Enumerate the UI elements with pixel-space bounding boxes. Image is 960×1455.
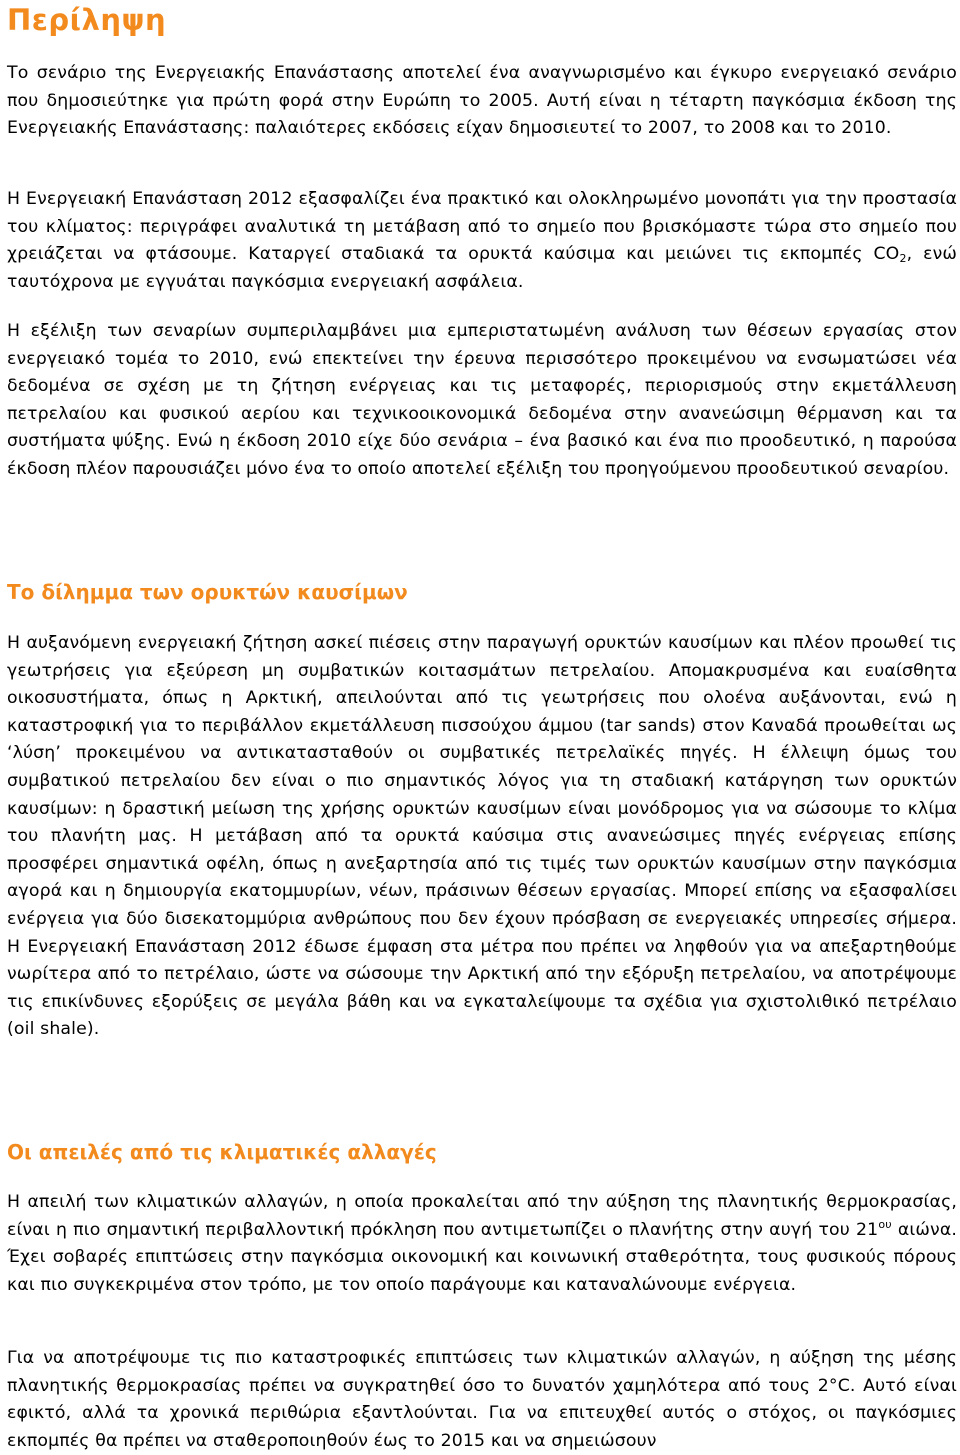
summary-paragraph-2 [7,186,957,296]
climate-paragraph-1-text-a: Η απειλή των κλιματικών αλλαγών, η οποία προκαλείται από την αύξηση της πλανητικής θερμοκρασίας, είναι η πιο σημαντική περιβαλλοντική πρόκληση που αντιμετωπίζει ο πλανήτης στην αυγή του 21 [7,1192,957,1240]
climate-paragraph-1-text-b: αιώνα. Έχει σοβαρές επιπτώσεις στην παγκόσμια οικονομική και κοινωνική σταθερότητα, τους φυσικούς πόρους και πιο συγκεκριμένα στον τρόπο, με τον οποίο παράγουμε και καταναλώνουμε ενέργεια. [7,1219,958,1295]
page-title: Περίληψη [7,3,167,37]
century-superscript: ου [878,1217,892,1231]
summary-paragraph-2-text-b: , ενώ ταυτόχρονα με εγγυάται παγκόσμια ενεργειακή ασφάλεια. [7,244,958,292]
summary-paragraph-2-text-a: Η Ενεργειακή Επανάσταση 2012 εξασφαλίζει ένα πρακτικό και ολοκληρωμένο μονοπάτι για την προστασία του κλίματος: περιγράφει αναλυτικά τη μετάβαση από το σημείο που βρισκόμαστε τώρα στο σημείο που χρειάζεται να φτάσουμε. Καταργεί σταδιακά τα ορυκτά καύσιμα και μειώνει τις εκπομπές CO [7,189,957,265]
summary-paragraph-3: Η εξέλιξη των σεναρίων συμπεριλαμβάνει μια εμπεριστατωμένη ανάλυση των θέσεων εργασίας στον ενεργειακό τομέα το 2010, ενώ επεκτείνει την έρευνα περισσότερο προκειμένου να ενσωματώσει νέα δεδομένα σε σχέση με τη ζήτηση ενέργειας και τις μεταφορές, περιορισμούς στην εκμετάλλευση πετρελαίου και φυσικού αερίου και τεχνικοοικονομικά δεδομένα στην ανανεώσιμη θέρμανση και τα συστήματα ψύξης. Ενώ η έκδοση 2010 είχε δύο σενάρια – ένα βασικό και ένα πιο προοδευτικό, η παρούσα έκδοση πλέον παρουσιάζει μόνο ένα το οποίο αποτελεί εξέλιξη του προηγούμενου προοδευτικού σεναρίου. [7,321,957,479]
climate-paragraph-1 [7,1189,957,1299]
co2-subscript: 2 [899,252,907,266]
fossil-paragraph-1: Η αυξανόμενη ενεργειακή ζήτηση ασκεί πιέσεις στην παραγωγή ορυκτών καυσίμων και πλέον προωθεί τις γεωτρήσεις για εξεύρεση μη συμβατικών κοιτασμάτων πετρελαίου. Απομακρυσμένα και ευαίσθητα οικοσυστήματα, όπως η Αρκτική, απειλούνται από τις γεωτρήσεις που ολοένα αυξάνονται, ενώ η καταστροφική για το περιβάλλον εκμετάλλευση πισσούχου άμμου (tar sands) στον Καναδά προωθείται ως ‘λύση’ προκειμένου να αντικατασταθούν οι συμβατικές πετρελαϊκές πηγές. Η έλλειψη όμως του συμβατικού πετρελαίου δεν είναι ο πιο σημαντικός λόγος για τη σταδιακή κατάργηση των ορυκτών καυσίμων: η δραστική μείωση της χρήσης ορυκτών καυσίμων είναι μονόδρομος για να σώσουμε το κλίμα του πλανήτη μας. Η μετάβαση από τα ορυκτά καύσιμα στις ανανεώσιμες πηγές ενέργειας επίσης προσφέρει σημαντικά οφέλη, όπως η ανεξαρτησία από τις τιμές των ορυκτών καυσίμων στην παγκόσμια αγορά και η δημιουργία εκατομμυρίων, νέων, πράσινων θέσεων εργασίας. Μπορεί επίσης να εξασφαλίσει ενέργεια για δύο δισεκατομμύρια ανθρώπους που δεν έχουν πρόσβαση σε ενεργειακές υπηρεσίες σήμερα. Η Ενεργειακή Επανάσταση 2012 έδωσε έμφαση στα μέτρα που πρέπει να ληφθούν για να απεξαρτηθούμε νωρίτερα από το πετρέλαιο, ώστε να σώσουμε την Αρκτική από την εξόρυξη πετρελαίου, να αποτρέψουμε τις επικίνδυνες εξορύξεις σε μεγάλα βάθη και να εγκαταλείψουμε τα σχέδια για σχιστολιθικό πετρέλαιο (oil shale). [7,633,957,1040]
summary-paragraph-1: Το σενάριο της Ενεργειακής Επανάστασης αποτελεί ένα αναγνωρισμένο και έγκυρο ενεργειακό σενάριο που δημοσιεύτηκε για πρώτη φορά στην Ευρώπη το 2005. Αυτή είναι η τέταρτη παγκόσμια έκδοση της Ενεργειακής Επανάστασης: παλαιότερες εκδόσεις είχαν δημοσιευτεί το 2007, το 2008 και το 2010. [7,63,957,139]
section-heading-fossil-fuels: Το δίλημμα των ορυκτών καυσίμων [7,580,408,604]
climate-paragraph-2: Για να αποτρέψουμε τις πιο καταστροφικές επιπτώσεις των κλιματικών αλλαγών, η αύξηση της μέσης πλανητικής θερμοκρασίας πρέπει να συγκρατηθεί όσο το δυνατόν χαμηλότερα από τους 2°C. Αυτό είναι εφικτό, αλλά τα χρονικά περιθώρια εξαντλούνται. Για να επιτευχθεί αυτός ο στόχος, οι παγκόσμιες εκπομπές θα πρέπει να σταθεροποιηθούν έως το 2015 και να σημειώσουν [7,1348,957,1451]
section-heading-climate-threats: Οι απειλές από τις κλιματικές αλλαγές [7,1140,437,1164]
